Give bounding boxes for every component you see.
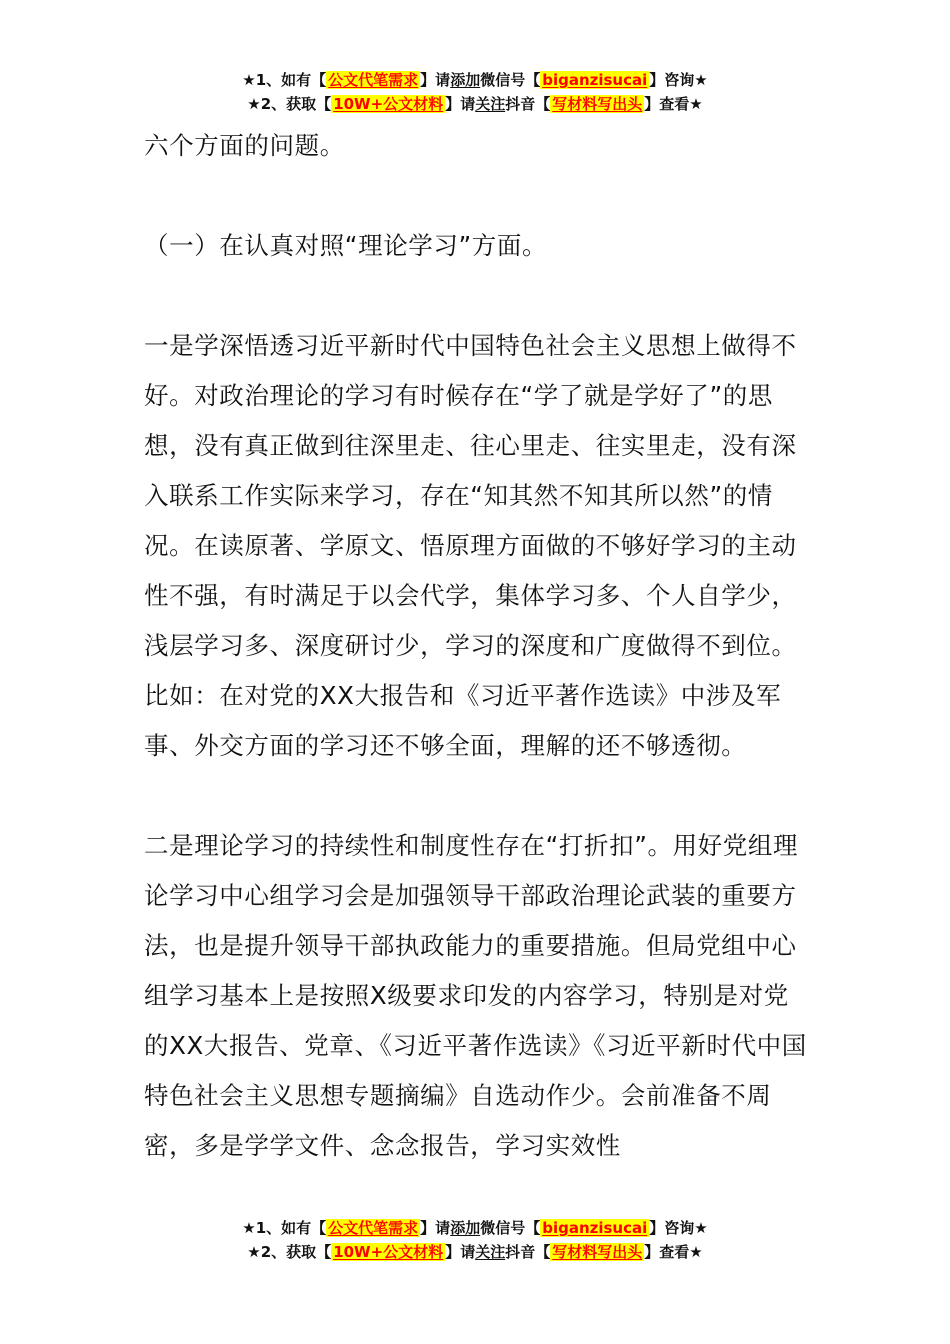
banner-text: ★1、如有【 xyxy=(242,71,327,89)
banner-text: 】咨询★ xyxy=(649,71,708,89)
banner-line-2 xyxy=(0,92,950,116)
banner-text: 微信号【 xyxy=(480,71,541,89)
footer-banner xyxy=(0,1216,950,1264)
paragraph-study-continuity: 二是理论学习的持续性和制度性存在“打折扣”。用好党组理论学习中心组学习会是加强领导干部政治理论武装的重要方法，也是提升领导干部执政能力的重要措施。但局党组中心组学习基本上是按照X级要求印发的内容学习，特别是对党的XX大报告、党章、《习近平著作选读》《习近平新时代中国特色社会主义思想专题摘编》自选动作少。会前准备不周密，多是学学文件、念念报告，学习实效性 xyxy=(144,831,807,1160)
banner-text: 】请 xyxy=(445,95,476,113)
banner-underline-add: 添加 xyxy=(450,1219,481,1237)
banner-highlight-douyin-account: 写材料写出头 xyxy=(552,1243,643,1261)
banner-highlight-douyin-account: 写材料写出头 xyxy=(552,95,643,113)
banner-text: ★1、如有【 xyxy=(242,1219,327,1237)
paragraph-gap xyxy=(144,171,808,221)
banner-underline-add: 添加 xyxy=(450,71,481,89)
banner-text: 】请 xyxy=(420,1219,451,1237)
document-body xyxy=(144,121,808,1171)
banner-text: 抖音【 xyxy=(505,1243,551,1261)
banner-text: 微信号【 xyxy=(480,1219,541,1237)
paragraph-gap xyxy=(144,771,808,821)
paragraph-gap xyxy=(144,271,808,321)
banner-underline-follow: 关注 xyxy=(475,1243,506,1261)
section-heading: （一）在认真对照“理论学习”方面。 xyxy=(144,231,548,260)
banner-text: 】请 xyxy=(420,71,451,89)
paragraph-theory-study: 一是学深悟透习近平新时代中国特色社会主义思想上做得不好。对政治理论的学习有时候存在“学了就是学好了”的思想，没有真正做到往深里走、往心里走、往实里走，没有深入联系工作实际来学习，存在“知其然不知其所以然”的情况。在读原著、学原文、悟原理方面做的不够好学习的主动性不强，有时满足于以会代学，集体学习多、个人自学少，浅层学习多、深度研讨少，学习的深度和广度做得不到位。比如：在对党的XX大报告和《习近平著作选读》中涉及军事、外交方面的学习还不够全面，理解的还不够透彻。 xyxy=(144,331,797,760)
banner-text: 】咨询★ xyxy=(649,1219,708,1237)
banner-highlight-wechat-id: biganzisucai xyxy=(542,71,648,89)
banner-text: 】查看★ xyxy=(644,95,703,113)
banner-text: ★2、获取【 xyxy=(247,95,332,113)
intro-line: 六个方面的问题。 xyxy=(144,131,345,160)
banner-highlight-service: 公文代笔需求 xyxy=(328,1219,419,1237)
banner-line-2 xyxy=(0,1240,950,1264)
banner-underline-follow: 关注 xyxy=(475,95,506,113)
banner-text: 】查看★ xyxy=(644,1243,703,1261)
header-banner xyxy=(0,68,950,116)
banner-line-1 xyxy=(0,1216,950,1240)
banner-highlight-service: 公文代笔需求 xyxy=(328,71,419,89)
banner-highlight-materials: 10W+公文材料 xyxy=(333,95,444,113)
banner-highlight-wechat-id: biganzisucai xyxy=(542,1219,648,1237)
banner-text: 】请 xyxy=(445,1243,476,1261)
banner-text: 抖音【 xyxy=(505,95,551,113)
banner-highlight-materials: 10W+公文材料 xyxy=(333,1243,444,1261)
banner-line-1 xyxy=(0,68,950,92)
banner-text: ★2、获取【 xyxy=(247,1243,332,1261)
